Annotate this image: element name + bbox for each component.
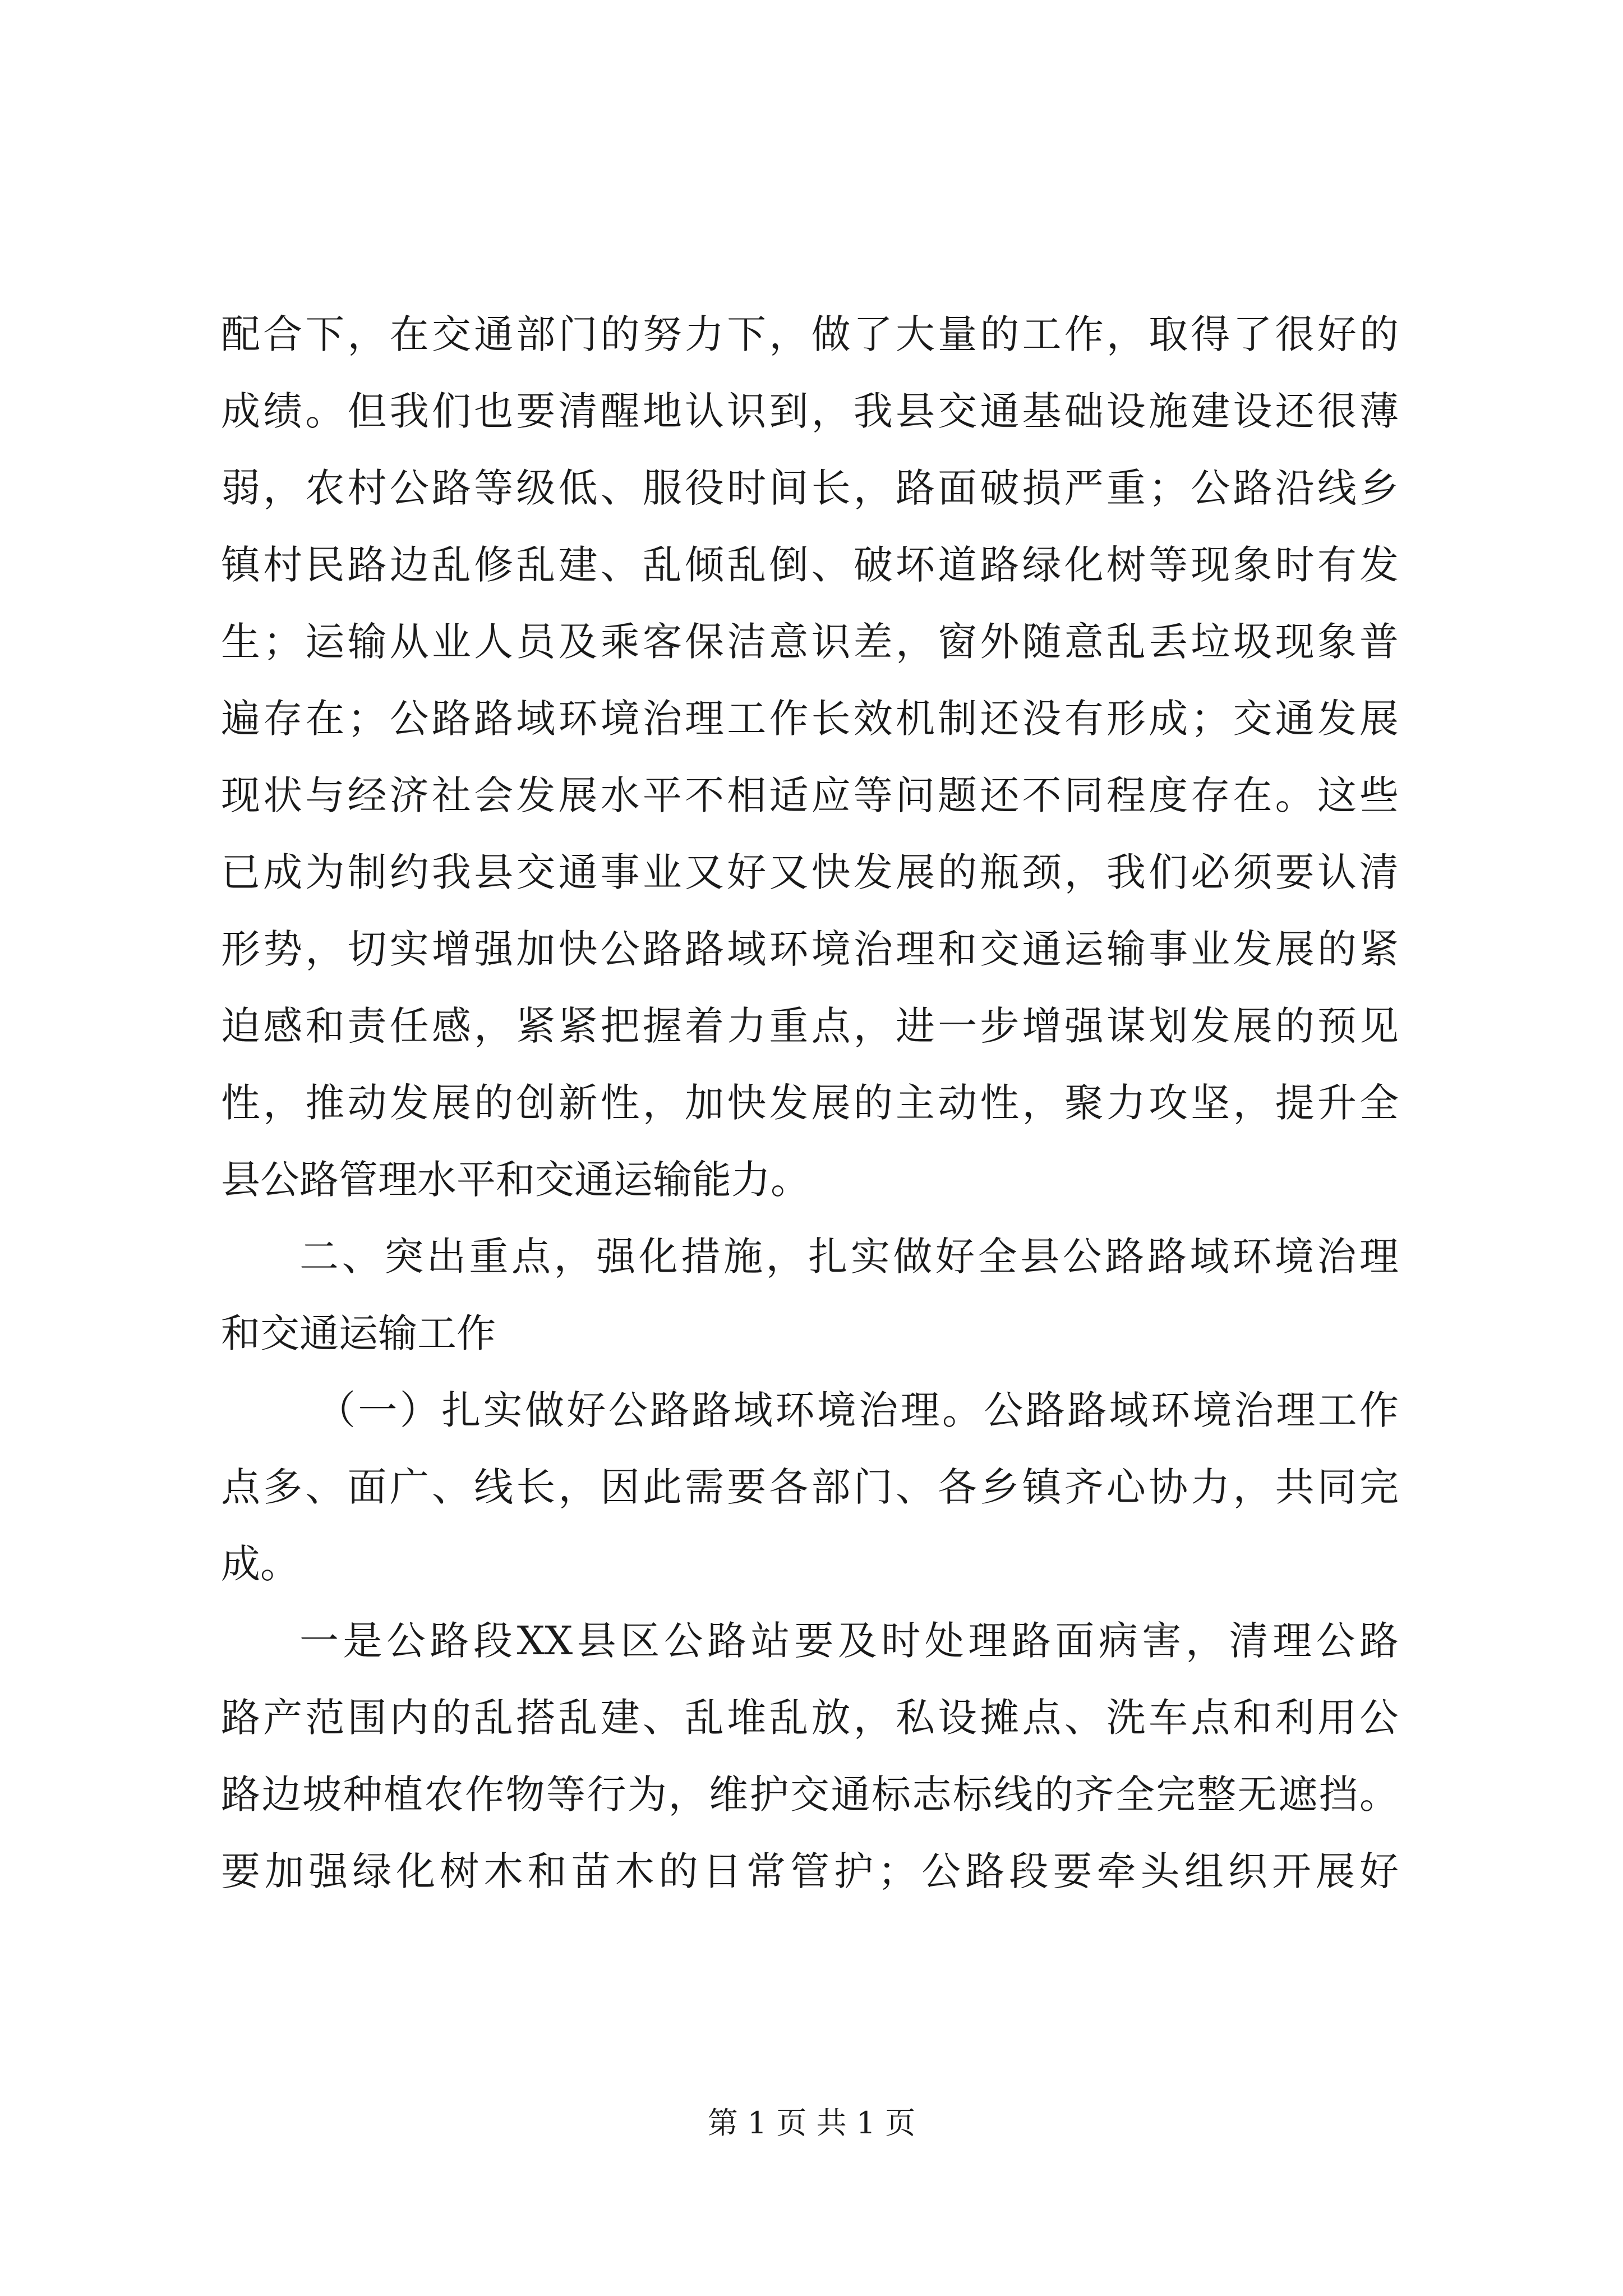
body-text [221, 296, 1399, 1910]
text-line: 成。 [221, 1541, 299, 1587]
text-line: 生；运输从业人员及乘客保洁意识差，窗外随意乱丢垃圾现象普 [221, 619, 1399, 665]
section-heading-line: 二、突出重点，强化措施，扎实做好全县公路路域环境治理 [299, 1234, 1399, 1280]
page-footer [0, 2099, 1623, 2142]
subsection-heading-line: （一）扎实做好公路路域环境治理。公路路域环境治理工作 [316, 1387, 1399, 1433]
text-line: 要加强绿化树木和苗木的日常管护；公路段要牵头组织开展好 [221, 1848, 1399, 1894]
text-line: 成绩。但我们也要清醒地认识到，我县交通基础设施建设还很薄 [221, 388, 1399, 434]
text-line: 现状与经济社会发展水平不相适应等问题还不同程度存在。这些 [221, 772, 1399, 818]
text-line: 路边坡种植农作物等行为，维护交通标志标线的齐全完整无遮挡。 [221, 1772, 1399, 1818]
text-line: 县公路管理水平和交通运输能力。 [221, 1157, 810, 1203]
text-line: 迫感和责任感，紧紧把握着力重点，进一步增强谋划发展的预见 [221, 1003, 1399, 1049]
text-line: 形势，切实增强加快公路路域环境治理和交通运输事业发展的紧 [221, 926, 1399, 972]
text-line: 路产范围内的乱搭乱建、乱堆乱放，私设摊点、洗车点和利用公 [221, 1695, 1399, 1741]
page-number: 第 1 页 共 1 页 [707, 2105, 916, 2141]
text-line: 一是公路段XX县区公路站要及时处理路面病害，清理公路 [299, 1618, 1399, 1664]
text-line: 弱，农村公路等级低、服役时间长，路面破损严重；公路沿线乡 [221, 465, 1399, 511]
section-heading-line: 和交通运输工作 [221, 1310, 496, 1356]
text-line: 点多、面广、线长，因此需要各部门、各乡镇齐心协力，共同完 [221, 1464, 1399, 1510]
text-line: 已成为制约我县交通事业又好又快发展的瓶颈，我们必须要认清 [221, 849, 1399, 895]
text-line: 遍存在；公路路域环境治理工作长效机制还没有形成；交通发展 [221, 696, 1399, 742]
text-line: 配合下，在交通部门的努力下，做了大量的工作，取得了很好的 [221, 311, 1399, 357]
text-line: 镇村民路边乱修乱建、乱倾乱倒、破坏道路绿化树等现象时有发 [221, 542, 1399, 588]
text-line: 性，推动发展的创新性，加快发展的主动性，聚力攻坚，提升全 [221, 1080, 1399, 1126]
